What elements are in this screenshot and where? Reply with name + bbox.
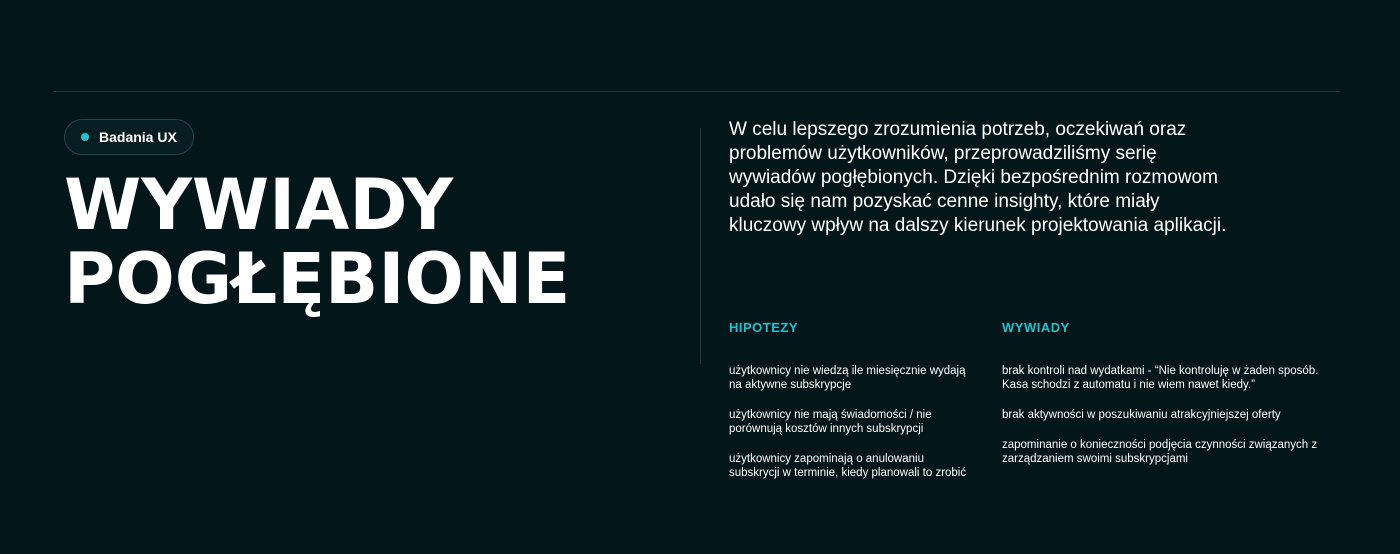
hypotheses-column [729, 320, 969, 496]
intro-paragraph: W celu lepszego zrozumienia potrzeb, oczekiwań oraz problemów użytkowników, przeprowadziliśmy serię wywiadów pogłębionych. Dzięki bezpośrednim rozmowom udało się nam pozyskać cenne insighty, które miały kluczowy wpływ na dalszy kierunek projektowania aplikacji. [729, 119, 1227, 236]
badge-label: Badania UX [99, 129, 177, 145]
vertical-divider [700, 128, 701, 364]
interview-finding-item: brak kontroli nad wydatkami - “Nie kontroluję w żaden sposób. Kasa schodzi z automatu i nie wiem nawet kiedy.” [1002, 365, 1319, 391]
hypothesis-item: użytkownicy nie mają świadomości / nie porównują kosztów innych subskrypcji [729, 409, 932, 435]
interview-finding-item: zapominanie o konieczności podjęcia czynności związanych z zarządzaniem swoimi subskrypcjami [1002, 439, 1318, 465]
top-divider [54, 91, 1340, 92]
page-title-line-2: POGŁĘBIONE [64, 238, 571, 320]
badge-dot-icon [81, 133, 89, 141]
interviews-heading: WYWIADY [1002, 320, 1070, 335]
page-title-line-1: WYWIADY [64, 164, 454, 246]
page-title [64, 164, 571, 320]
interviews-column [1002, 320, 1332, 482]
hypotheses-heading: HIPOTEZY [729, 320, 799, 335]
category-badge [64, 119, 194, 155]
interview-finding-item: brak aktywności w poszukiwaniu atrakcyjniejszej oferty [1002, 409, 1281, 421]
hypothesis-item: użytkownicy nie wiedzą ile miesięcznie wydają na aktywne subskrypcje [729, 365, 966, 391]
hypothesis-item: użytkownicy zapominają o anulowaniu subskrycji w terminie, kiedy planowali to zrobić [729, 453, 967, 479]
